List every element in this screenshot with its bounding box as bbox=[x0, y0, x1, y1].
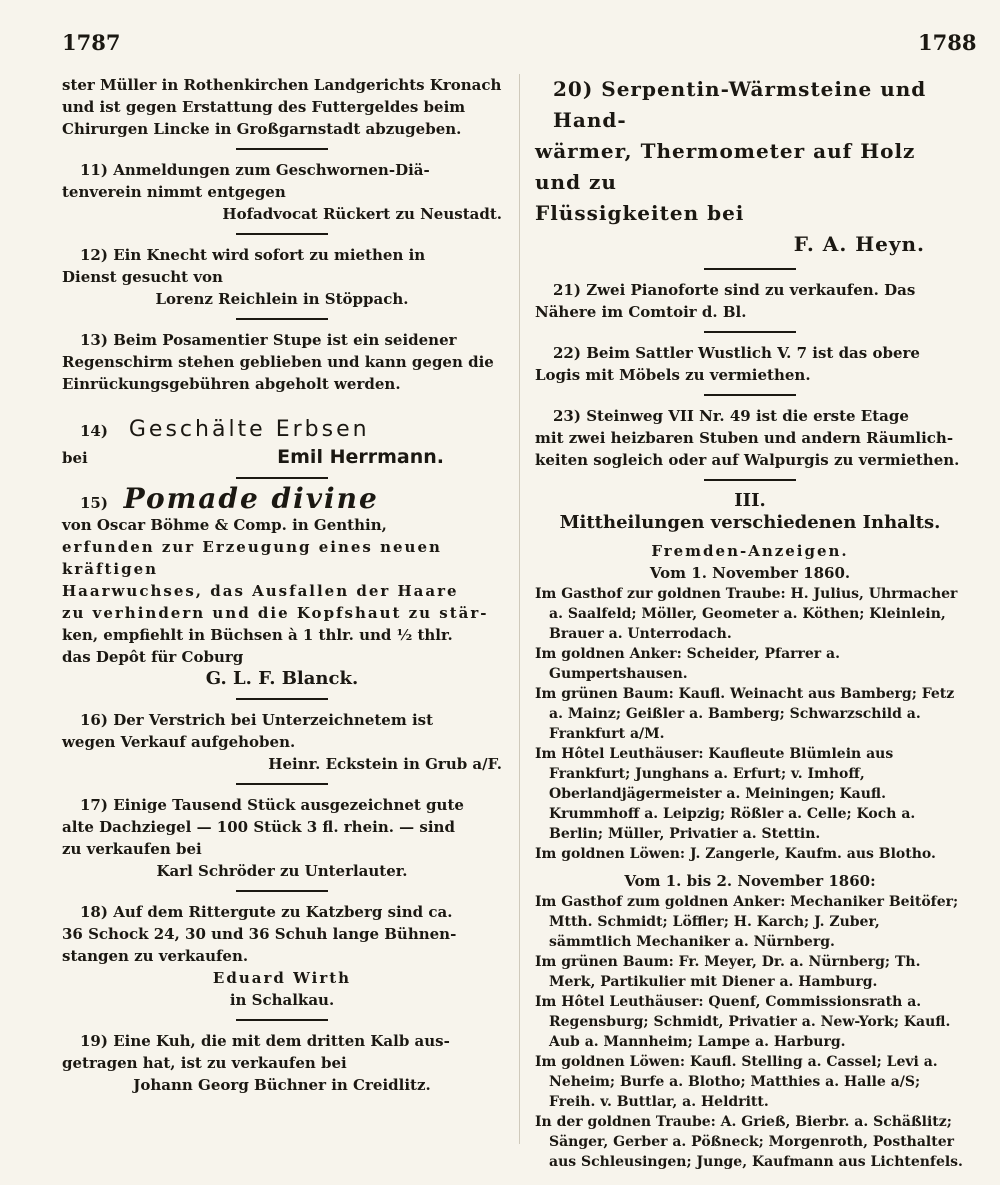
text-line: 16) Der Verstrich bei Unterzeichnetem ist bbox=[80, 711, 434, 729]
separator-rule bbox=[236, 783, 328, 785]
section-title: Mittheilungen verschiedenen Inhalts. bbox=[559, 512, 941, 533]
ad-signature: Johann Georg Büchner in Creidlitz. bbox=[133, 1076, 431, 1094]
text-line: 23) Steinweg VII Nr. 49 ist die erste Etage bbox=[553, 407, 909, 425]
ad-21 bbox=[535, 279, 965, 323]
date-heading: Vom 1. bis 2. November 1860: bbox=[624, 872, 876, 890]
text-line: Einrückungsgebühren abgeholt werden. bbox=[62, 375, 401, 393]
text-line: Flüssigkeiten bei bbox=[535, 201, 745, 225]
ad-prefix: bei bbox=[62, 449, 88, 467]
text-line: Dienst gesucht von bbox=[62, 268, 223, 286]
separator-rule bbox=[236, 477, 328, 479]
ad-signature: Heinr. Eckstein in Grub a/F. bbox=[268, 755, 502, 773]
list-item: Im goldnen Anker: Scheider, Pfarrer a. Gumpertshausen. bbox=[535, 646, 840, 682]
ad-18 bbox=[62, 901, 502, 1011]
text-line: mit zwei heizbaren Stuben und andern Räumlich- bbox=[535, 429, 954, 447]
text-line: Chirurgen Lincke in Großgarnstadt abzugeben. bbox=[62, 120, 462, 138]
text-line: 20) Serpentin-Wärmsteine und Hand- bbox=[553, 77, 927, 132]
ad-15 bbox=[62, 482, 502, 690]
list-item: Im Hôtel Leuthäuser: Kaufleute Blümlein aus Frankfurt; Junghans a. Erfurt; v. Imhoff, Oberlandjägermeister a. Meiningen; Kaufl. Krummhoff a. Leipzig; Rößler a. Celle; Koch a. Berlin; Müller, Privatier a. Stettin. bbox=[535, 746, 916, 842]
ad-13 bbox=[62, 329, 502, 395]
intro-notice bbox=[62, 74, 502, 140]
separator-rule bbox=[704, 479, 796, 481]
page-number-right: 1788 bbox=[918, 30, 977, 55]
left-column bbox=[62, 74, 502, 1096]
separator-rule bbox=[236, 890, 328, 892]
text-line: ken, empfiehlt in Büchsen à 1 thlr. und ½ thlr. bbox=[62, 626, 453, 644]
text-line: tenverein nimmt entgegen bbox=[62, 183, 286, 201]
list-item: Im goldnen Löwen: J. Zangerle, Kaufm. aus Blotho. bbox=[535, 846, 936, 862]
ad-signature: Eduard Wirth bbox=[212, 969, 352, 987]
ad-12 bbox=[62, 244, 502, 310]
separator-rule bbox=[236, 148, 328, 150]
text-line: stangen zu verkaufen. bbox=[62, 947, 249, 965]
text-line: 17) Einige Tausend Stück ausgezeichnet gute bbox=[80, 796, 464, 814]
ad-signature: F. A. Heyn. bbox=[793, 232, 925, 256]
ad-product: Geschälte Erbsen bbox=[128, 417, 370, 442]
ad-14 bbox=[62, 419, 502, 469]
ad-23 bbox=[535, 405, 965, 471]
text-line: wegen Verkauf aufgehoben. bbox=[62, 733, 296, 751]
ad-signature: Karl Schröder zu Unterlauter. bbox=[156, 862, 408, 880]
ad-signature: Lorenz Reichlein in Stöppach. bbox=[155, 290, 409, 308]
text-line: zu verhindern und die Kopfshaut zu stär- bbox=[62, 604, 489, 622]
separator-rule bbox=[704, 394, 796, 396]
separator-rule bbox=[236, 698, 328, 700]
text-line: erfunden zur Erzeugung eines neuen kräftigen bbox=[62, 538, 442, 578]
text-line: 13) Beim Posamentier Stupe ist ein seidener bbox=[80, 331, 457, 349]
column-divider bbox=[519, 74, 520, 1144]
ad-signature: Emil Herrmann. bbox=[277, 446, 444, 468]
list-item: In der goldnen Traube: A. Grieß, Bierbr. a. Schäßlitz; Sänger, Gerber a. Pößneck; Morgenroth, Posthalter aus Schleusingen; Junge, Kaufmann aus Lichtenfels. bbox=[535, 1114, 963, 1170]
date-heading: Vom 1. November 1860. bbox=[649, 564, 851, 582]
text-line: 19) Eine Kuh, die mit dem dritten Kalb aus- bbox=[80, 1032, 450, 1050]
ad-signature: G. L. F. Blanck. bbox=[205, 668, 359, 689]
ad-11 bbox=[62, 159, 502, 225]
ad-16 bbox=[62, 709, 502, 775]
text-line: alte Dachziegel — 100 Stück 3 fl. rhein. — sind bbox=[62, 818, 455, 836]
list-item: Im goldnen Löwen: Kaufl. Stelling a. Cassel; Levi a. Neheim; Burfe a. Blotho; Matthies a. Halle a/S; Freih. v. Buttlar, a. Heldritt. bbox=[535, 1054, 938, 1110]
text-line: 18) Auf dem Rittergute zu Katzberg sind ca. bbox=[80, 903, 453, 921]
separator-rule bbox=[236, 318, 328, 320]
ad-19 bbox=[62, 1030, 502, 1096]
text-line: 36 Schock 24, 30 und 36 Schuh lange Bühnen- bbox=[62, 925, 457, 943]
text-line: und ist gegen Erstattung des Futtergeldes beim bbox=[62, 98, 466, 116]
list-item: Im Hôtel Leuthäuser: Quenf, Commissionsrath a. Regensburg; Schmidt, Privatier a. New-York; Kaufl. Aub a. Mannheim; Lampe a. Harburg. bbox=[535, 994, 951, 1050]
list-item: Im Gasthof zur goldnen Traube: H. Julius, Uhrmacher a. Saalfeld; Möller, Geometer a. Köthen; Kleinlein, Brauer a. Unterrodach. bbox=[535, 586, 958, 642]
page-number-left: 1787 bbox=[62, 30, 121, 55]
text-line: Nähere im Comtoir d. Bl. bbox=[535, 303, 747, 321]
text-line: ster Müller in Rothenkirchen Landgerichts Kronach bbox=[62, 76, 502, 94]
ad-number: 14) bbox=[80, 422, 108, 440]
text-line: Logis mit Möbels zu vermiethen. bbox=[535, 366, 811, 384]
text-line: das Depôt für Coburg bbox=[62, 648, 244, 666]
list-item: Im Gasthof zum goldnen Anker: Mechaniker Beitöfer; Mtth. Schmidt; Löffler; H. Karch; J. Zuber, sämmtlich Mechaniker a. Nürnberg. bbox=[535, 894, 959, 950]
text-line: getragen hat, ist zu verkaufen bei bbox=[62, 1054, 347, 1072]
text-line: Haarwuchses, das Ausfallen der Haare bbox=[62, 582, 459, 600]
ad-20 bbox=[535, 74, 965, 260]
separator-rule bbox=[704, 268, 796, 270]
ad-17 bbox=[62, 794, 502, 882]
text-line: 12) Ein Knecht wird sofort zu miethen in bbox=[80, 246, 426, 264]
arrivals-list-2 bbox=[535, 892, 965, 1172]
text-line: wärmer, Thermometer auf Holz und zu bbox=[535, 139, 916, 194]
text-line: keiten sogleich oder auf Walpurgis zu vermiethen. bbox=[535, 451, 960, 469]
list-item: Im grünen Baum: Fr. Meyer, Dr. a. Nürnberg; Th. Merk, Partikulier mit Diener a. Hamburg. bbox=[535, 954, 921, 990]
separator-rule bbox=[236, 1019, 328, 1021]
text-line: 21) Zwei Pianoforte sind zu verkaufen. Das bbox=[553, 281, 916, 299]
section-header bbox=[535, 490, 965, 584]
ad-signature: Hofadvocat Rückert zu Neustadt. bbox=[222, 205, 502, 223]
text-line: Regenschirm stehen geblieben und kann gegen die bbox=[62, 353, 494, 371]
ad-22 bbox=[535, 342, 965, 386]
arrivals-list-1 bbox=[535, 584, 965, 864]
list-item: Im grünen Baum: Kaufl. Weinacht aus Bamberg; Fetz a. Mainz; Geißler a. Bamberg; Schwarzschild a. Frankfurt a/M. bbox=[535, 686, 955, 742]
right-column bbox=[535, 74, 965, 1172]
text-line: zu verkaufen bei bbox=[62, 840, 202, 858]
text-line: 22) Beim Sattler Wustlich V. 7 ist das obere bbox=[553, 344, 920, 362]
ad-signature-place: in Schalkau. bbox=[229, 991, 335, 1009]
separator-rule bbox=[704, 331, 796, 333]
text-line: von Oscar Böhme & Comp. in Genthin, bbox=[62, 516, 387, 534]
section-subtitle: Fremden-Anzeigen. bbox=[651, 542, 849, 560]
text-line: 11) Anmeldungen zum Geschwornen-Diä- bbox=[80, 161, 430, 179]
separator-rule bbox=[236, 233, 328, 235]
ad-product: Pomade divine bbox=[123, 482, 379, 515]
ad-number: 15) bbox=[80, 494, 108, 512]
section-number: III. bbox=[734, 490, 766, 511]
